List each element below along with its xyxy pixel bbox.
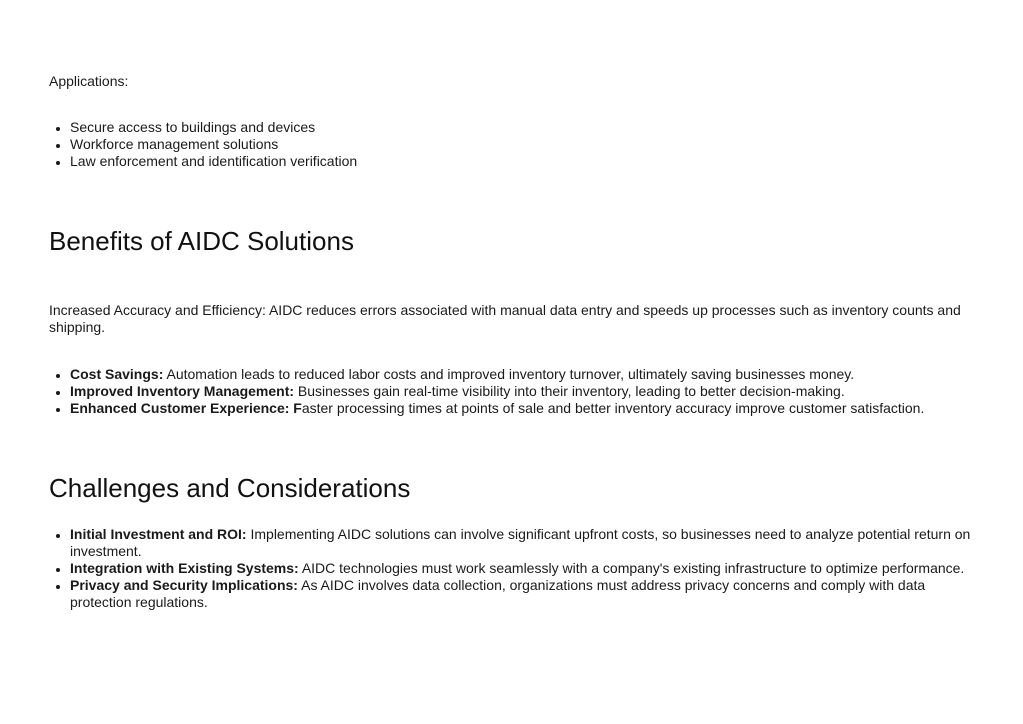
list-item: • Workforce management solutions [70, 136, 990, 153]
challenges-list [49, 526, 975, 611]
applications-list [49, 119, 990, 170]
list-item-text: Automation leads to reduced labor costs and improved inventory turnover, ultimately saving businesses money. [163, 366, 855, 382]
list-item-term: Improved Inventory Management: [70, 383, 295, 399]
list-item [70, 526, 975, 560]
list-item-term: Enhanced Customer Experience: F [70, 400, 302, 416]
list-item: • Law enforcement and identification verification [70, 153, 990, 170]
list-item [70, 560, 975, 577]
list-item-text: AIDC technologies must work seamlessly with a company's existing infrastructure to optimize performance. [298, 560, 965, 576]
list-item-term: Initial Investment and ROI: [70, 526, 247, 542]
list-item-term: Privacy and Security Implications: [70, 577, 298, 593]
list-item-term: Cost Savings: [70, 366, 164, 382]
list-item [70, 383, 996, 400]
list-item-text: Implementing AIDC solutions can involve significant upfront costs, so businesses need to analyze potential return on investment. [70, 526, 971, 559]
benefits-intro-paragraph: Increased Accuracy and Efficiency: AIDC reduces errors associated with manual data entry and speeds up processes such as inventory counts and shipping. [49, 302, 961, 335]
benefits-list [49, 366, 996, 417]
list-item-text: aster processing times at points of sale and better inventory accuracy improve customer satisfaction. [301, 400, 925, 416]
list-item-term: Integration with Existing Systems: [70, 560, 299, 576]
challenges-heading: Challenges and Considerations [49, 473, 411, 503]
benefits-heading: Benefits of AIDC Solutions [49, 226, 354, 256]
list-item [70, 577, 975, 611]
list-item: • Secure access to buildings and devices [70, 119, 990, 136]
applications-label: Applications: [49, 73, 129, 89]
list-item [70, 366, 996, 383]
list-item-text: Businesses gain real-time visibility into their inventory, leading to better decision-making. [294, 383, 845, 399]
list-item-text: As AIDC involves data collection, organizations must address privacy concerns and comply with data protection regulations. [70, 577, 926, 610]
list-item [70, 400, 996, 417]
